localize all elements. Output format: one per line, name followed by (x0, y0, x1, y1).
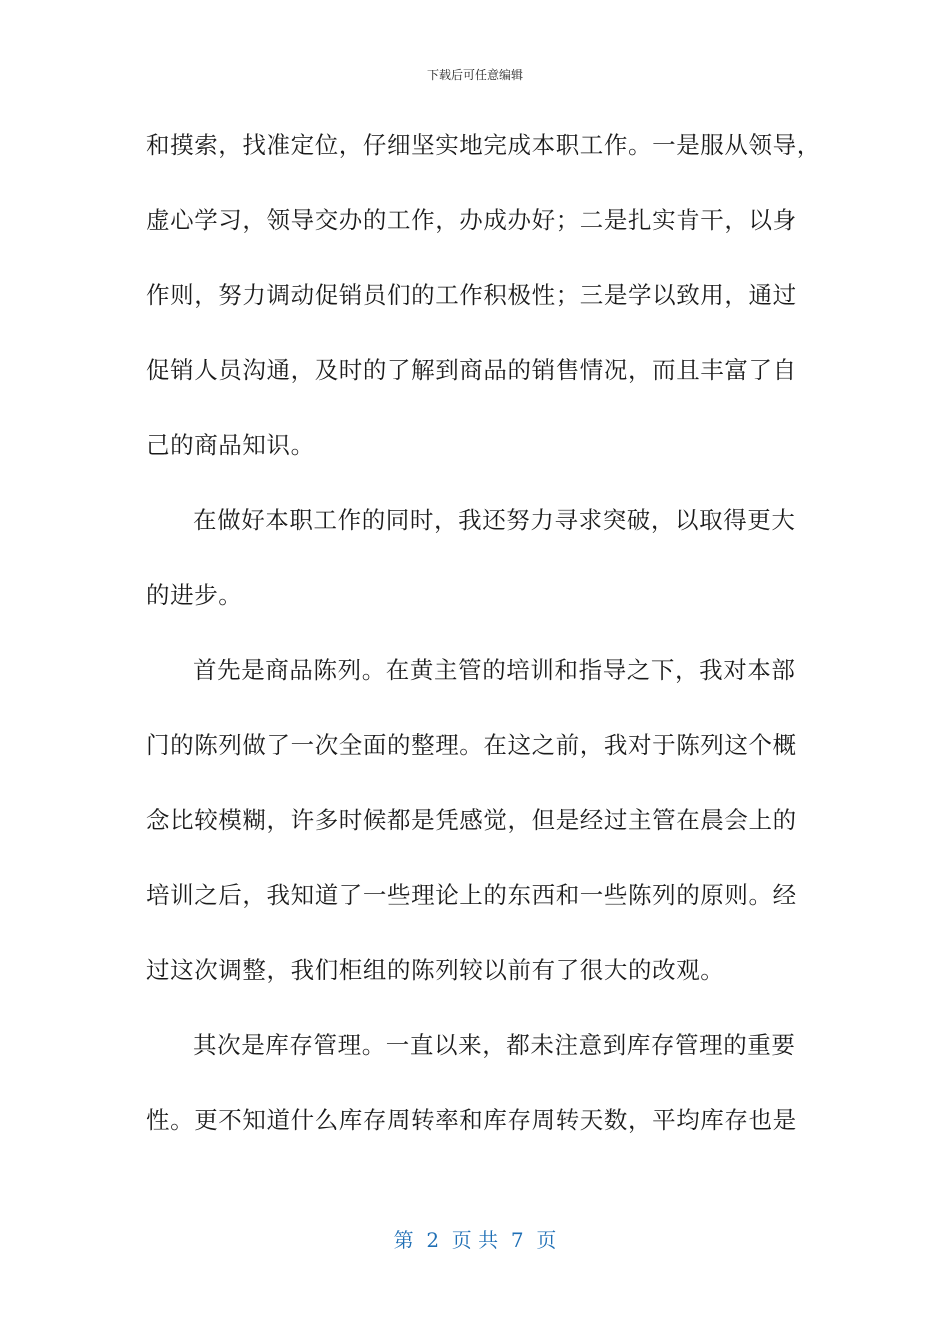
body-line: 过这次调整，我们柜组的陈列较以前有了很大的改观。 (146, 956, 725, 984)
body-line: 己的商品知识。 (146, 431, 315, 459)
body-line: 的进步。 (146, 581, 243, 609)
page-number-footer: 第 2 页 共 7 页 (393, 1228, 557, 1252)
body-line: 在做好本职工作的同时，我还努力寻求突破，以取得更大 (193, 506, 796, 534)
body-line: 和摸索，找准定位，仔细坚实地完成本职工作。一是服从领导， (146, 131, 821, 159)
document-body (146, 120, 821, 1170)
page-header: 下载后可任意编辑 (426, 68, 523, 82)
body-line: 门的陈列做了一次全面的整理。在这之前，我对于陈列这个概 (146, 731, 797, 759)
body-line: 性。更不知道什么库存周转率和库存周转天数，平均库存也是 (146, 1106, 797, 1134)
body-line: 作则，努力调动促销员们的工作积极性；三是学以致用，通过 (146, 281, 797, 309)
body-line: 首先是商品陈列。在黄主管的培训和指导之下，我对本部 (193, 656, 796, 684)
body-line: 培训之后，我知道了一些理论上的东西和一些陈列的原则。经 (146, 881, 797, 909)
body-line: 其次是库存管理。一直以来，都未注意到库存管理的重要 (193, 1031, 796, 1059)
body-line: 念比较模糊，许多时候都是凭感觉，但是经过主管在晨会上的 (146, 806, 797, 834)
body-line: 虚心学习，领导交办的工作，办成办好；二是扎实肯干，以身 (146, 206, 797, 234)
body-line: 促销人员沟通，及时的了解到商品的销售情况，而且丰富了自 (146, 356, 797, 384)
